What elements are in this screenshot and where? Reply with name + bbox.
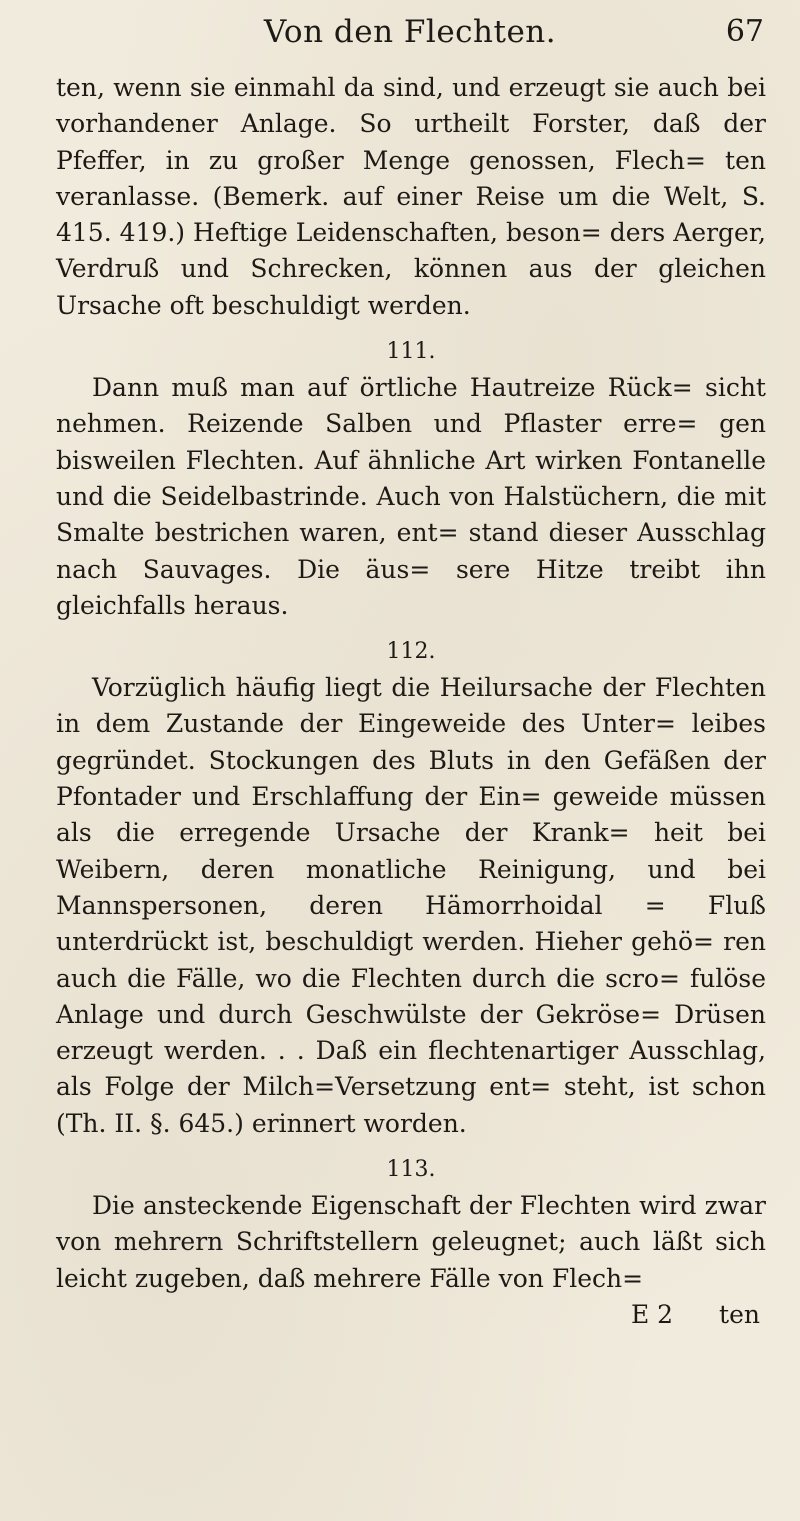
- text-line: Drüsen erzeugt werden. . . Daß ein flechtenartiger: [56, 999, 766, 1066]
- text-line: bei Mannspersonen, deren Hämorrhoidal = Fluß: [56, 854, 766, 920]
- text-line: Die ansteckende Eigenschaft der Flechten wird: [92, 1191, 697, 1221]
- text-line: Gefäßen der Pfontader und Erschlaffung der Ein=: [56, 745, 766, 812]
- text-line: Dann muß man auf örtliche Hautreize Rück=: [92, 373, 693, 403]
- text-line: ten, wenn sie einmahl da sind, und erzeugt sie auch: [56, 73, 719, 102]
- text-line: Vorzüglich häufig liegt die Heilursache der: [92, 673, 646, 703]
- page-footer: [56, 1297, 766, 1333]
- text-line: daß der Pfeffer, in zu großer Menge genossen, Flech=: [56, 109, 766, 175]
- text-line: heit bei Weibern, deren monatliche Reinigung, und: [56, 818, 767, 884]
- section-number: 112.: [386, 639, 436, 665]
- text-line: unterdrückt ist, beschuldigt werden. Hieher gehö=: [56, 927, 714, 957]
- text-line: steht, ist schon (Th. II. §. 645.) erinnert worden.: [56, 1072, 766, 1138]
- text-line: ren auch die Fälle, wo die Flechten durch die scro=: [56, 927, 766, 993]
- running-title: Von den Flechten.: [263, 14, 557, 50]
- text-line: sicht nehmen. Reizende Salben und Pflaster erre=: [56, 373, 766, 439]
- text-line: sere Hitze treibt ihn gleichfalls heraus.: [56, 554, 766, 620]
- text-line: gen bisweilen Flechten. Auf ähnliche Art wirken: [56, 409, 766, 475]
- section-number: 111.: [386, 339, 436, 365]
- paragraph-113: [56, 1188, 766, 1297]
- text-line: geweide müssen als die erregende Ursache der Krank=: [56, 782, 766, 848]
- text-line: Flechten in dem Zustande der Eingeweide des Unter=: [56, 673, 766, 739]
- page-header: [56, 14, 764, 62]
- text-line: fulöse Anlage und durch Geschwülste der Gekröse=: [56, 963, 767, 1029]
- catchword: ten: [719, 1299, 760, 1329]
- paragraph-111: [56, 370, 766, 624]
- text-line: stand dieser Ausschlag nach Sauvages. Die äus=: [56, 518, 766, 584]
- paragraph-continuation: [56, 70, 766, 324]
- section-number: 113.: [386, 1157, 436, 1183]
- text-line: bei vorhandener Anlage. So urtheilt Forster,: [56, 73, 766, 139]
- text-line: der gleichen Ursache oft beschuldigt werden.: [56, 254, 767, 320]
- text-line: ders Aerger, Verdruß und Schrecken, können aus: [56, 218, 766, 284]
- text-line: läßt sich leicht zugeben, daß mehrere Fälle von Flech=: [56, 1227, 766, 1293]
- page-number: 67: [725, 14, 764, 49]
- signature-mark: E 2: [630, 1299, 674, 1329]
- text-line: leibes gegründet. Stockungen des Bluts in den: [56, 709, 766, 775]
- text-line: Halstüchern, die mit Smalte bestrichen waren, ent=: [56, 481, 767, 548]
- text-line: ten veranlasse. (Bemerk. auf einer Reise um die: [56, 145, 766, 211]
- text-line: Ausschlag, als Folge der Milch=Versetzung ent=: [56, 1036, 766, 1102]
- text-line: Fontanelle und die Seidelbastrinde. Auch von: [56, 445, 766, 511]
- body-text: [56, 70, 766, 1333]
- text-line: Welt, S. 415. 419.) Heftige Leidenschaften, beson=: [56, 181, 766, 248]
- text-line: zwar von mehrern Schriftstellern geleugnet; auch: [56, 1191, 766, 1257]
- paragraph-112: [56, 670, 766, 1142]
